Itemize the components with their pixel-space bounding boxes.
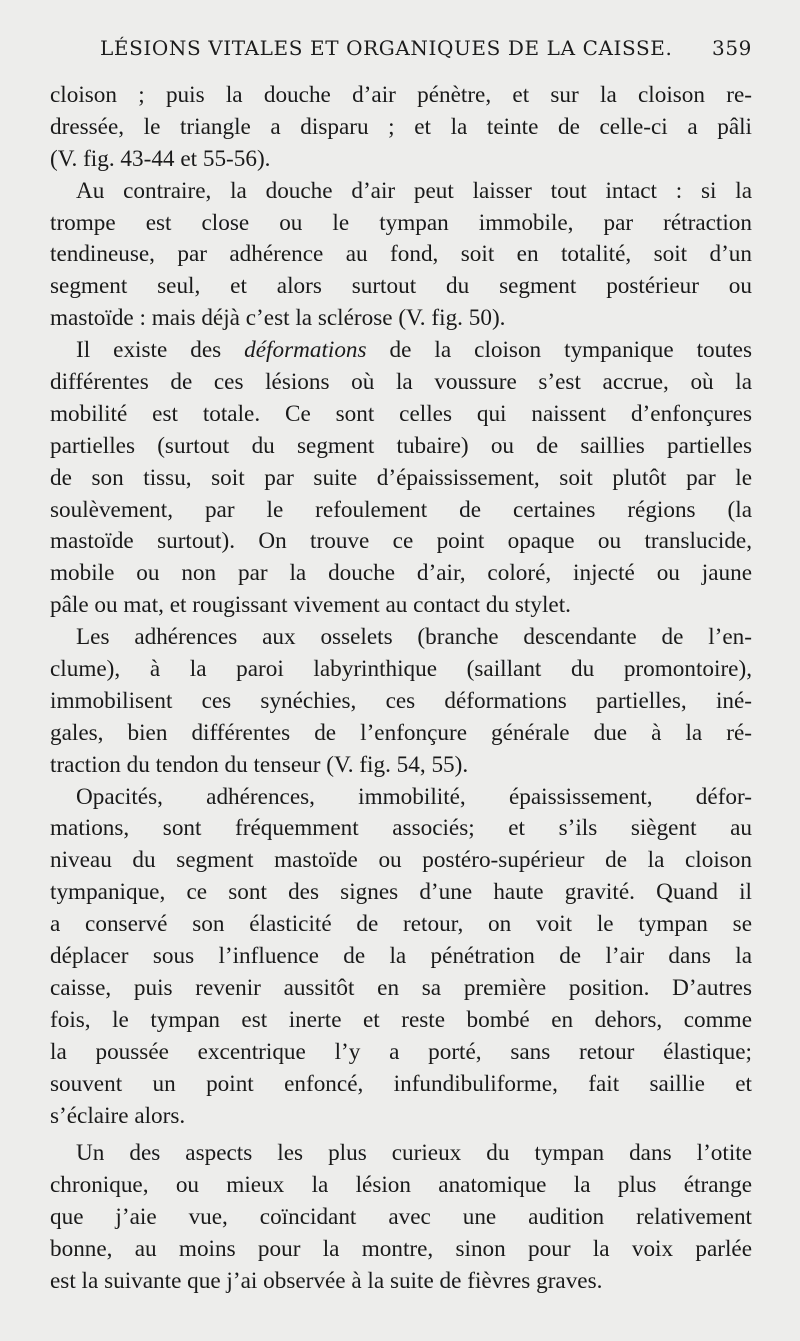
text-line: la poussée excentrique l’y a porté, sans retour élastique; [50, 1038, 752, 1065]
text-line: Un des aspects les plus curieux du tympan dans l’otite [76, 1140, 752, 1167]
text-line: bonne, au moins pour la montre, sinon pour la voix parlée [50, 1236, 752, 1263]
text-line: mations, sont fréquemment associés; et s’ils siègent au [50, 815, 752, 842]
text-line: immobilisent ces synéchies, ces déformations partielles, iné- [50, 687, 752, 714]
paragraph [50, 80, 752, 176]
italic-term: déformations [244, 337, 367, 364]
text-line: mastoïde : mais déjà c’est la sclérose (V. fig. 50). [50, 305, 506, 332]
text-line: a conservé son élasticité de retour, on voit le tympan se [50, 911, 752, 938]
text-line: chronique, ou mieux la lésion anatomique la plus étrange [50, 1172, 752, 1199]
text-line: tendineuse, par adhérence au fond, soit en totalité, soit d’un [50, 241, 752, 268]
text-fragment: Il existe des [76, 337, 245, 364]
text-line: de son tissu, soit par suite d’épaississement, soit plutôt par le [50, 464, 752, 491]
text-line: déplacer sous l’influence de la pénétration de l’air dans la [50, 943, 752, 970]
paragraph [50, 1138, 752, 1297]
text-line [50, 335, 752, 367]
page-number: 359 [712, 36, 752, 60]
text-line: cloison ; puis la douche d’air pénètre, et sur la cloison re- [50, 82, 752, 108]
text-line: Opacités, adhérences, immobilité, épaississement, défor- [76, 783, 752, 810]
paragraph [50, 782, 752, 1133]
text-line: pâle ou mat, et rougissant vivement au contact du stylet. [50, 592, 571, 619]
text-line: fois, le tympan est inerte et reste bombé en dehors, comme [50, 1006, 752, 1033]
text-line: souvent un point enfoncé, infundibuliforme, fait saillie et [50, 1070, 752, 1097]
text-line: trompe est close ou le tympan immobile, par rétraction [50, 209, 752, 236]
text-line: gales, bien différentes de l’enfonçure générale due à la ré- [50, 719, 752, 746]
text-line: caisse, puis revenir aussitôt en sa première position. D’autres [50, 974, 752, 1001]
text-line: est la suivante que j’ai observée à la suite de fièvres graves. [50, 1267, 603, 1294]
text-line: (V. fig. 43-44 et 55-56). [50, 145, 271, 172]
text-line: segment seul, et alors surtout du segment postérieur ou [50, 273, 752, 300]
text-fragment: de la cloison tympanique toutes [366, 337, 752, 364]
text-line: Les adhérences aux osselets (branche descendante de l’en- [76, 624, 752, 651]
paragraph [50, 622, 752, 781]
text-line: tympanique, ce sont des signes d’une haute gravité. Quand il [50, 879, 752, 906]
text-line: différentes de ces lésions où la voussure s’est accrue, où la [50, 369, 752, 396]
text-line: traction du tendon du tenseur (V. fig. 54, 55). [50, 751, 469, 778]
text-line: clume), à la paroi labyrinthique (saillant du promontoire), [50, 656, 752, 683]
paragraph [50, 176, 752, 335]
text-line: mobile ou non par la douche d’air, coloré, injecté ou jaune [50, 560, 752, 587]
text-line: dressée, le triangle a disparu ; et la teinte de celle-ci a pâli [50, 113, 752, 140]
body-text [50, 80, 752, 1298]
text-line: Au contraire, la douche d’air peut laisser tout intact : si la [76, 177, 752, 204]
text-line: s’éclaire alors. [50, 1102, 186, 1129]
paragraph [50, 335, 752, 622]
text-line: mobilité est totale. Ce sont celles qui naissent d’enfonçures [50, 400, 752, 427]
text-line: mastoïde surtout). On trouve ce point opaque ou translucide, [50, 528, 752, 555]
running-head [78, 36, 752, 70]
text-line: soulèvement, par le refoulement de certaines régions (la [50, 496, 752, 523]
text-line: niveau du segment mastoïde ou postéro-supérieur de la cloison [50, 847, 752, 874]
text-line: partielles (surtout du segment tubaire) ou de saillies partielles [50, 432, 752, 459]
running-title: LÉSIONS VITALES ET ORGANIQUES DE LA CAISSE. [100, 36, 673, 60]
text-line: que j’aie vue, coïncidant avec une audition relativement [50, 1204, 752, 1231]
